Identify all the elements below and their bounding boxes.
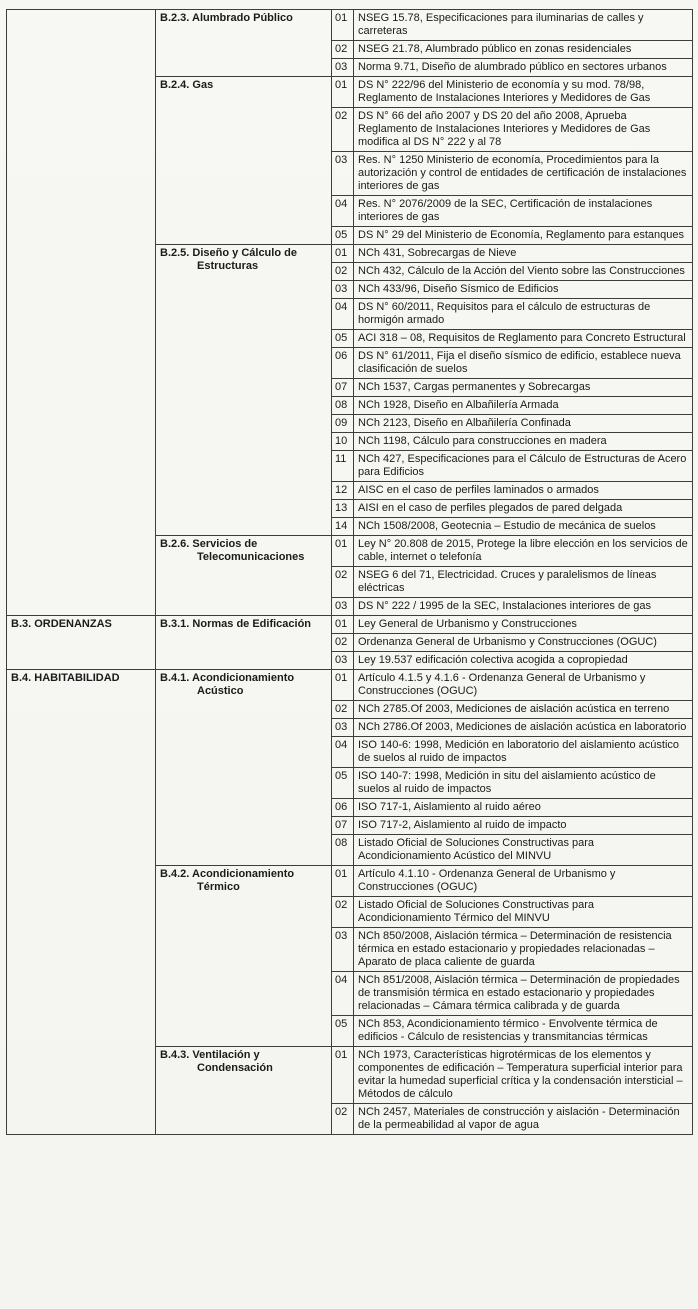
- cell-label: [11, 618, 151, 631]
- item-number-cell: 02: [332, 634, 354, 652]
- item-text-cell: NCh 433/96, Diseño Sísmico de Edificios: [354, 281, 693, 299]
- item-text-cell: Ordenanza General de Urbanismo y Construcciones (OGUC): [354, 634, 693, 652]
- item-text-cell: NSEG 21.78, Alumbrado público en zonas residenciales: [354, 41, 693, 59]
- item-number-cell: 08: [332, 397, 354, 415]
- item-text-cell: NCh 2785.Of 2003, Mediciones de aislación acústica en terreno: [354, 701, 693, 719]
- item-number-cell: 07: [332, 817, 354, 835]
- item-text-cell: AISC en el caso de perfiles laminados o armados: [354, 482, 693, 500]
- item-number-cell: 02: [332, 701, 354, 719]
- item-number-cell: 14: [332, 518, 354, 536]
- norms-table-body: [7, 10, 693, 1135]
- subcategory-cell: [156, 10, 332, 77]
- item-number-cell: 05: [332, 1016, 354, 1047]
- item-number-cell: 03: [332, 928, 354, 972]
- item-number-cell: 08: [332, 835, 354, 866]
- item-number-cell: 03: [332, 719, 354, 737]
- item-number-cell: 04: [332, 737, 354, 768]
- item-text-cell: DS N° 61/2011, Fija el diseño sísmico de edificio, establece nueva clasificación de suelos: [354, 348, 693, 379]
- item-number-cell: 05: [332, 768, 354, 799]
- cell-label: [160, 618, 327, 631]
- item-text-cell: DS N° 222 / 1995 de la SEC, Instalaciones interiores de gas: [354, 598, 693, 616]
- subcategory-code: B.2.4.: [160, 79, 190, 91]
- cell-label: [160, 79, 327, 92]
- item-number-cell: 02: [332, 263, 354, 281]
- item-text-cell: NCh 431, Sobrecargas de Nieve: [354, 245, 693, 263]
- item-text-cell: ISO 717-1, Aislamiento al ruido aéreo: [354, 799, 693, 817]
- item-number-cell: 04: [332, 196, 354, 227]
- item-text-cell: NCh 1508/2008, Geotecnia – Estudio de mecánica de suelos: [354, 518, 693, 536]
- item-number-cell: 03: [332, 652, 354, 670]
- item-text-cell: Res. N° 2076/2009 de la SEC, Certificación de instalaciones interiores de gas: [354, 196, 693, 227]
- subcategory-cell: [156, 616, 332, 670]
- item-number-cell: 02: [332, 897, 354, 928]
- item-number-cell: 01: [332, 10, 354, 41]
- subcategory-title: Acondicionamiento Acústico: [192, 672, 295, 697]
- subcategory-title: Ventilación y Condensación: [192, 1049, 273, 1074]
- item-number-cell: 01: [332, 866, 354, 897]
- item-text-cell: Ley N° 20.808 de 2015, Protege la libre elección en los servicios de cable, internet o telefonía: [354, 536, 693, 567]
- item-text-cell: Artículo 4.1.10 - Ordenanza General de Urbanismo y Construcciones (OGUC): [354, 866, 693, 897]
- item-number-cell: 04: [332, 972, 354, 1016]
- item-text-cell: Artículo 4.1.5 y 4.1.6 - Ordenanza General de Urbanismo y Construcciones (OGUC): [354, 670, 693, 701]
- item-number-cell: 01: [332, 616, 354, 634]
- cell-label: [160, 1049, 327, 1075]
- subcategory-code: B.2.5.: [160, 247, 190, 259]
- cell-label: [160, 538, 327, 564]
- item-text-cell: NCh 2123, Diseño en Albañilería Confinada: [354, 415, 693, 433]
- item-number-cell: 13: [332, 500, 354, 518]
- subcategory-code: B.4.3.: [160, 1049, 190, 1061]
- item-text-cell: AISI en el caso de perfiles plegados de pared delgada: [354, 500, 693, 518]
- item-number-cell: 02: [332, 1104, 354, 1135]
- item-text-cell: ACI 318 – 08, Requisitos de Reglamento para Concreto Estructural: [354, 330, 693, 348]
- category-title: HABITABILIDAD: [34, 672, 120, 684]
- subcategory-cell: [156, 1047, 332, 1135]
- item-text-cell: ISO 140-6: 1998, Medición en laboratorio del aislamiento acústico de suelos al ruido de impactos: [354, 737, 693, 768]
- item-text-cell: NCh 2457, Materiales de construcción y aislación - Determinación de la permeabilidad al vapor de agua: [354, 1104, 693, 1135]
- table-row: [7, 670, 693, 701]
- item-text-cell: NCh 853, Acondicionamiento térmico - Envolvente térmica de edificios - Cálculo de resistencias y transmitancias térmicas: [354, 1016, 693, 1047]
- item-text-cell: NCh 1537, Cargas permanentes y Sobrecargas: [354, 379, 693, 397]
- item-number-cell: 12: [332, 482, 354, 500]
- item-text-cell: NCh 850/2008, Aislación térmica – Determinación de resistencia térmica en estado estacionario y propiedades relacionadas – Aparato de placa caliente de guarda: [354, 928, 693, 972]
- item-number-cell: 03: [332, 598, 354, 616]
- subcategory-code: B.4.1.: [160, 672, 190, 684]
- item-number-cell: 03: [332, 59, 354, 77]
- item-text-cell: ISO 140-7: 1998, Medición in situ del aislamiento acústico de suelos al ruido de impactos: [354, 768, 693, 799]
- item-text-cell: NCh 432, Cálculo de la Acción del Viento sobre las Construcciones: [354, 263, 693, 281]
- category-cell: [7, 616, 156, 670]
- item-number-cell: 02: [332, 108, 354, 152]
- item-number-cell: 10: [332, 433, 354, 451]
- subcategory-code: B.3.1.: [160, 618, 190, 630]
- norms-table: [6, 9, 693, 1135]
- item-text-cell: Res. N° 1250 Ministerio de economía, Procedimientos para la autorización y control de entidades de certificación de instalaciones interiores de gas: [354, 152, 693, 196]
- item-number-cell: 01: [332, 536, 354, 567]
- subcategory-title: Diseño y Cálculo de Estructuras: [192, 247, 297, 272]
- subcategory-code: B.2.6.: [160, 538, 190, 550]
- item-number-cell: 03: [332, 152, 354, 196]
- cell-label: [160, 12, 327, 25]
- subcategory-code: B.4.2.: [160, 868, 190, 880]
- subcategory-title: Servicios de Telecomunicaciones: [192, 538, 305, 563]
- item-text-cell: NCh 1198, Cálculo para construcciones en madera: [354, 433, 693, 451]
- item-text-cell: Listado Oficial de Soluciones Constructivas para Acondicionamiento Acústico del MINVU: [354, 835, 693, 866]
- item-number-cell: 04: [332, 299, 354, 330]
- item-text-cell: DS N° 60/2011, Requisitos para el cálculo de estructuras de hormigón armado: [354, 299, 693, 330]
- cell-label: [160, 247, 327, 273]
- subcategory-code: B.2.3.: [160, 12, 190, 24]
- item-text-cell: Listado Oficial de Soluciones Constructivas para Acondicionamiento Térmico del MINVU: [354, 897, 693, 928]
- item-text-cell: DS N° 66 del año 2007 y DS 20 del año 2008, Aprueba Reglamento de Instalaciones Interiores y Medidores de Gas modifica al DS N° 222 y al 78: [354, 108, 693, 152]
- item-number-cell: 01: [332, 245, 354, 263]
- table-row: [7, 616, 693, 634]
- subcategory-cell: [156, 670, 332, 866]
- subcategory-cell: [156, 536, 332, 616]
- subcategory-title: Gas: [192, 79, 214, 91]
- item-text-cell: ISO 717-2, Aislamiento al ruido de impacto: [354, 817, 693, 835]
- document-page: [0, 9, 698, 1309]
- item-number-cell: 02: [332, 567, 354, 598]
- category-cell: [7, 670, 156, 1135]
- item-number-cell: 06: [332, 348, 354, 379]
- category-code: B.4.: [11, 672, 32, 684]
- category-title: ORDENANZAS: [34, 618, 112, 630]
- item-number-cell: 05: [332, 330, 354, 348]
- item-text-cell: DS N° 29 del Ministerio de Economía, Reglamento para estanques: [354, 227, 693, 245]
- subcategory-cell: [156, 77, 332, 245]
- item-text-cell: NCh 851/2008, Aislación térmica – Determinación de propiedades de transmisión térmica en estado estacionario y propiedades relacionadas – Cámara térmica calibrada y de guarda: [354, 972, 693, 1016]
- category-cell: [7, 10, 156, 616]
- item-text-cell: NCh 1928, Diseño en Albañilería Armada: [354, 397, 693, 415]
- item-text-cell: NCh 2786.Of 2003, Mediciones de aislación acústica en laboratorio: [354, 719, 693, 737]
- subcategory-title: Acondicionamiento Térmico: [192, 868, 295, 893]
- item-number-cell: 05: [332, 227, 354, 245]
- item-text-cell: NCh 427, Especificaciones para el Cálculo de Estructuras de Acero para Edificios: [354, 451, 693, 482]
- item-number-cell: 09: [332, 415, 354, 433]
- subcategory-title: Alumbrado Público: [192, 12, 293, 24]
- cell-label: [11, 672, 151, 685]
- item-text-cell: Norma 9.71, Diseño de alumbrado público en sectores urbanos: [354, 59, 693, 77]
- item-number-cell: 01: [332, 670, 354, 701]
- item-text-cell: Ley 19.537 edificación colectiva acogida a copropiedad: [354, 652, 693, 670]
- subcategory-cell: [156, 866, 332, 1047]
- item-number-cell: 03: [332, 281, 354, 299]
- item-number-cell: 07: [332, 379, 354, 397]
- cell-label: [160, 672, 327, 698]
- item-number-cell: 06: [332, 799, 354, 817]
- cell-label: [160, 868, 327, 894]
- item-text-cell: Ley General de Urbanismo y Construcciones: [354, 616, 693, 634]
- item-text-cell: NSEG 15.78, Especificaciones para iluminarias de calles y carreteras: [354, 10, 693, 41]
- subcategory-cell: [156, 245, 332, 536]
- item-text-cell: NSEG 6 del 71, Electricidad. Cruces y paralelismos de líneas eléctricas: [354, 567, 693, 598]
- category-code: B.3.: [11, 618, 32, 630]
- item-number-cell: 02: [332, 41, 354, 59]
- subcategory-title: Normas de Edificación: [192, 618, 312, 630]
- item-number-cell: 01: [332, 1047, 354, 1104]
- item-number-cell: 11: [332, 451, 354, 482]
- item-text-cell: DS N° 222/96 del Ministerio de economía y su mod. 78/98, Reglamento de Instalaciones Interiores y Medidores de Gas: [354, 77, 693, 108]
- item-number-cell: 01: [332, 77, 354, 108]
- item-text-cell: NCh 1973, Características higrotérmicas de los elementos y componentes de edificación – Temperatura superficial interior para evitar la humedad superficial crítica y la condensación intersticial – Métodos de cálculo: [354, 1047, 693, 1104]
- table-row: [7, 10, 693, 41]
